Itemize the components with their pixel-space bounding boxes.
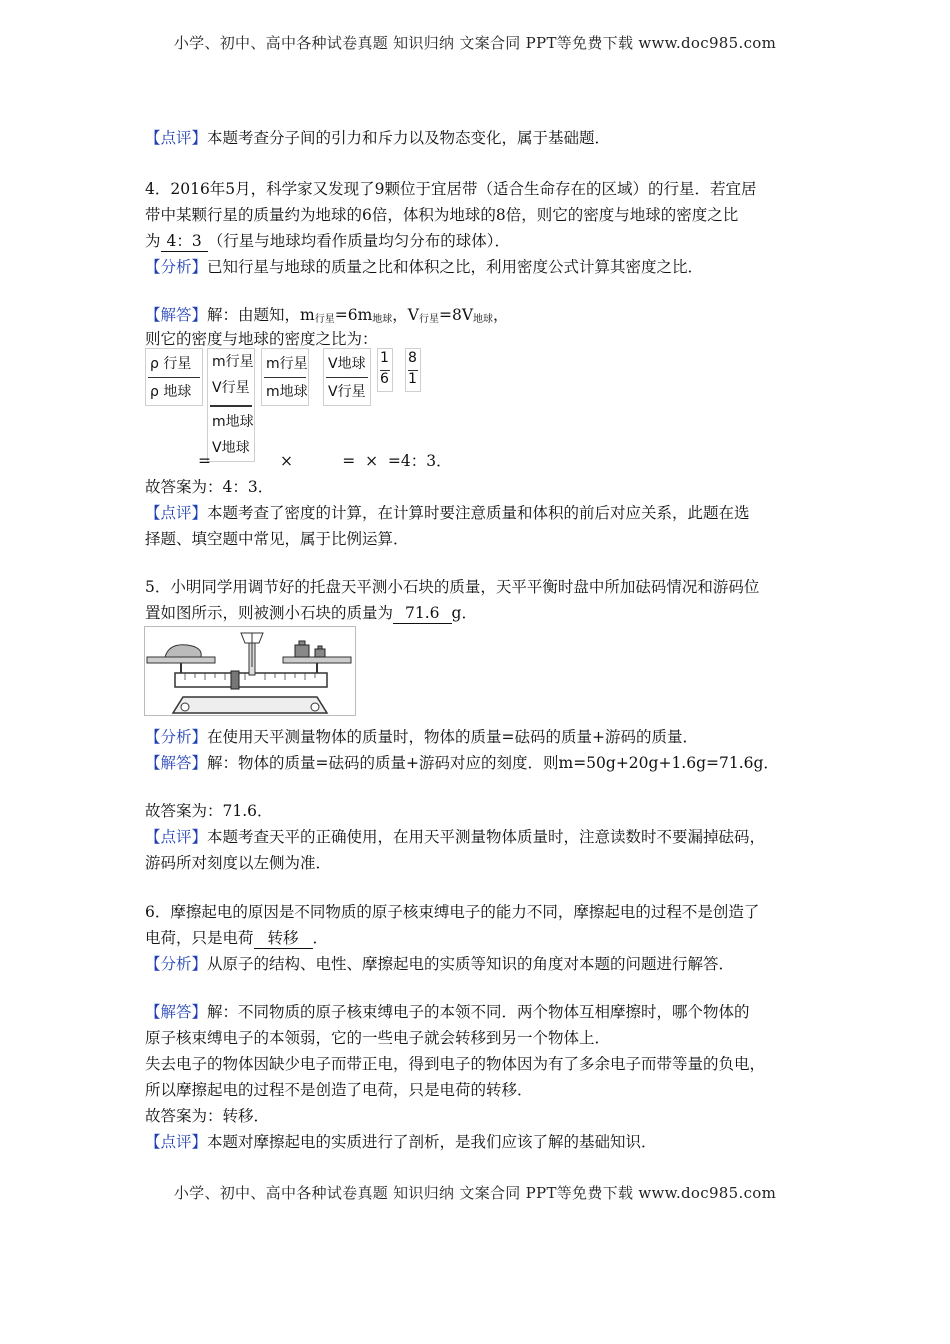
q6-solution-line3: 失去电子的物体因缺少电子而带正电，得到电子的物体因为有了多余电子而带等量的负电， — [145, 1055, 766, 1073]
q6-answer-blank: 转移 — [254, 928, 313, 949]
page-footer: 小学、初中、高中各种试卷真题 知识归纳 文案合同 PPT等免费下载 www.doc985.com — [173, 1184, 777, 1202]
fraction-eight: 8 1 — [405, 348, 421, 392]
fraction-mass: m行星 m地球 — [261, 348, 309, 406]
q5-answer-blank: 71.6 — [393, 603, 452, 624]
q6-line1: 6．摩擦起电的原因是不同物质的原子核束缚电子的能力不同，摩擦起电的过程不是创造了 — [145, 903, 760, 921]
q5-analysis: 【分析】在使用天平测量物体的质量时，物体的质量=砝码的质量+游码的质量． — [145, 728, 698, 746]
q6-solution-line4: 所以摩擦起电的过程不是创造了电荷，只是电荷的转移． — [145, 1081, 533, 1099]
analysis-tag: 【分析】 — [145, 258, 208, 276]
fraction-volume: V地球 V行星 — [323, 348, 371, 406]
q6-final-answer: 故答案为：转移． — [145, 1107, 270, 1125]
balance-scale-figure — [144, 626, 356, 716]
q4-comment-cont: 择题、填空题中常见，属于比例运算． — [145, 530, 409, 548]
q4-ratio-line: 则它的密度与地球的密度之比为： — [145, 330, 378, 348]
fraction-mass-volume: m行星 V行星 m地球 V地球 — [207, 348, 255, 462]
q4-solution: 【解答】解：由题知，$m_{行星}=6m_{地球}$，$V_{行星}=8V_{地球}$， — [145, 306, 509, 325]
q5-final-answer: 故答案为：71.6． — [145, 802, 273, 820]
page-header: 小学、初中、高中各种试卷真题 知识归纳 文案合同 PPT等免费下载 www.doc985.com — [173, 34, 777, 52]
fraction-rho: ρ 行星 ρ 地球 — [145, 348, 203, 406]
q4-line1: 4．2016年5月，科学家又发现了9颗位于宜居带（适合生命存在的区域）的行星．若宜居 — [145, 180, 757, 198]
comment-tag: 【点评】 — [145, 129, 208, 147]
q4-line2: 带中某颗行星的质量约为地球的6倍，体积为地球的8倍，则它的密度与地球的密度之比 — [145, 206, 739, 224]
solution-tag: 【解答】 — [145, 306, 208, 324]
q6-solution-line2: 原子核束缚电子的本领弱，它的一些电子就会转移到另一个物体上． — [145, 1029, 611, 1047]
q4-final-answer: 故答案为：4：3． — [145, 478, 274, 496]
q5-line2: 置如图所示，则被测小石块的质量为 71.6 g． — [145, 604, 477, 622]
q5-solution: 【解答】解：物体的质量=砝码的质量+游码对应的刻度．则m=50g+20g+1.6g=71.6g． — [145, 754, 779, 772]
q4-analysis: 【分析】已知行星与地球的质量之比和体积之比，利用密度公式计算其密度之比． — [145, 258, 704, 276]
q5-comment: 【点评】本题考查天平的正确使用，在用天平测量物体质量时，注意读数时不要漏掉砝码， — [145, 828, 766, 846]
q5-line1: 5．小明同学用调节好的托盘天平测小石块的质量，天平平衡时盘中所加砝码情况和游码位 — [145, 578, 760, 596]
q4-formula-result: = × = × =4：3． — [198, 452, 452, 470]
q4-line3: 为 4：3 （行星与地球均看作质量均匀分布的球体）． — [145, 232, 511, 250]
q3-comment: 【点评】本题考查分子间的引力和斥力以及物态变化，属于基础题． — [145, 129, 611, 147]
fraction-one-sixth: 1 6 — [377, 348, 393, 392]
q5-comment-cont: 游码所对刻度以左侧为准． — [145, 854, 332, 872]
q4-answer-blank: 4：3 — [161, 231, 208, 252]
q6-analysis: 【分析】从原子的结构、电性、摩擦起电的实质等知识的角度对本题的问题进行解答． — [145, 955, 735, 973]
q4-comment: 【点评】本题考查了密度的计算，在计算时要注意质量和体积的前后对应关系，此题在选 — [145, 504, 750, 522]
q6-solution: 【解答】解：不同物质的原子核束缚电子的本领不同．两个物体互相摩擦时，哪个物体的 — [145, 1003, 750, 1021]
q6-line2: 电荷，只是电荷 转移 ． — [145, 929, 329, 947]
q6-comment: 【点评】本题对摩擦起电的实质进行了剖析，是我们应该了解的基础知识． — [145, 1133, 657, 1151]
balance-scale-illustration — [145, 627, 355, 715]
